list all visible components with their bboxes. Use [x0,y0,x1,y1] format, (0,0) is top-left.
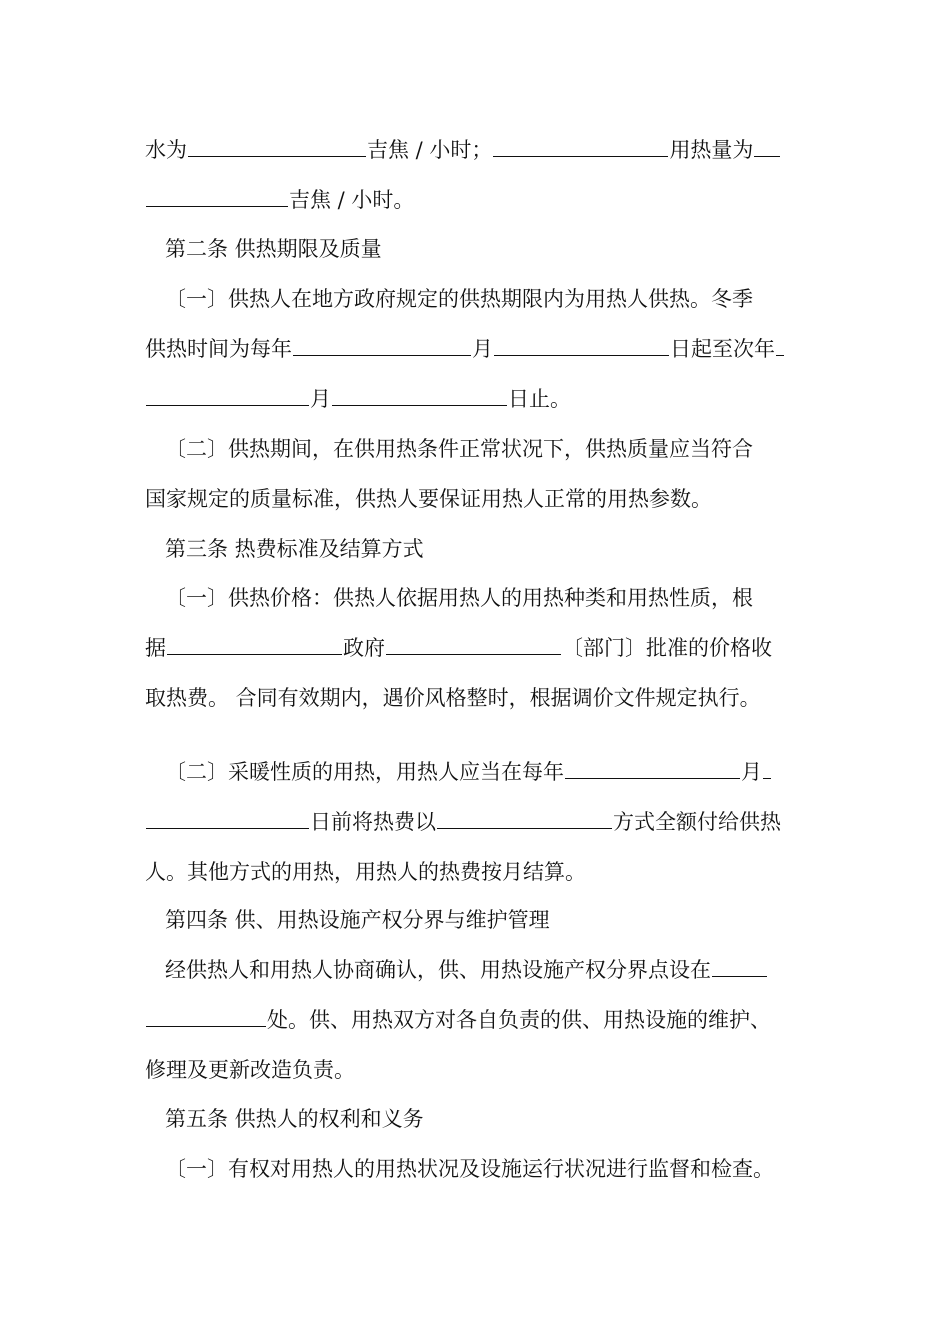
blank-field[interactable] [754,136,780,157]
text: 月 [472,337,493,361]
blank-field[interactable] [146,186,288,207]
text-line-1 [145,135,950,165]
text-line-18 [145,1005,950,1035]
text: 日前将热费以 [310,810,436,834]
text: 据 [145,636,166,660]
blank-field[interactable] [146,1006,266,1027]
text-line-11 [145,633,950,663]
text-line-21: 〔一〕有权对用热人的用热状况及设施运行状况进行监督和检查。 [165,1157,774,1181]
text-line-6 [145,384,950,414]
text: 方式全额付给供热 [613,810,781,834]
blank-field[interactable] [437,808,612,829]
text-line-4: 〔一〕供热人在地方政府规定的供热期限内为用热人供热。冬季 [165,287,753,311]
text: 〔二〕采暖性质的用热，用热人应当在每年 [165,760,564,784]
blank-field[interactable] [293,335,471,356]
text: 处。供、用热双方对各自负责的供、用热设施的维护、 [267,1008,771,1032]
text: 供热时间为每年 [145,337,292,361]
blank-field[interactable] [565,758,740,779]
text-line-13 [165,757,950,787]
article-heading-2: 第二条 供热期限及质量 [165,237,382,261]
blank-field[interactable] [763,758,771,779]
article-heading-4: 第四条 供、用热设施产权分界与维护管理 [165,908,550,932]
text-line-19: 修理及更新改造负责。 [145,1058,355,1082]
text-line-8: 国家规定的质量标准，供热人要保证用热人正常的用热参数。 [145,487,712,511]
blank-field[interactable] [493,136,668,157]
blank-field[interactable] [712,956,767,977]
text: 水为 [145,138,187,162]
text: 吉焦 / 小时。 [289,188,415,212]
blank-field[interactable] [386,634,561,655]
blank-field[interactable] [167,634,342,655]
text: 〔部门〕批准的价格收 [562,636,772,660]
text-line-17 [165,955,950,985]
blank-field[interactable] [188,136,366,157]
text-line-10: 〔一〕供热价格：供热人依据用热人的用热种类和用热性质，根 [165,586,753,610]
text: 政府 [343,636,385,660]
blank-field[interactable] [776,335,784,356]
text: 月 [741,760,762,784]
blank-field[interactable] [146,385,309,406]
text-line-14 [145,807,950,837]
text-line-5 [145,334,950,364]
text: 经供热人和用热人协商确认，供、用热设施产权分界点设在 [165,958,711,982]
text: 月 [310,387,331,411]
blank-field[interactable] [146,808,309,829]
article-heading-3: 第三条 热费标准及结算方式 [165,537,424,561]
text: 吉焦 / 小时； [367,138,493,162]
text-line-2 [145,185,950,215]
blank-field[interactable] [494,335,669,356]
text-line-7: 〔二〕供热期间，在供用热条件正常状况下，供热质量应当符合 [165,437,753,461]
text-line-12: 取热费。 合同有效期内，遇价风格整时，根据调价文件规定执行。 [145,686,761,710]
blank-field[interactable] [332,385,507,406]
article-heading-5: 第五条 供热人的权利和义务 [165,1107,424,1131]
text-line-15: 人。其他方式的用热，用热人的热费按月结算。 [145,860,586,884]
text: 日起至次年 [670,337,775,361]
text: 日止。 [508,387,571,411]
text: 用热量为 [669,138,754,162]
